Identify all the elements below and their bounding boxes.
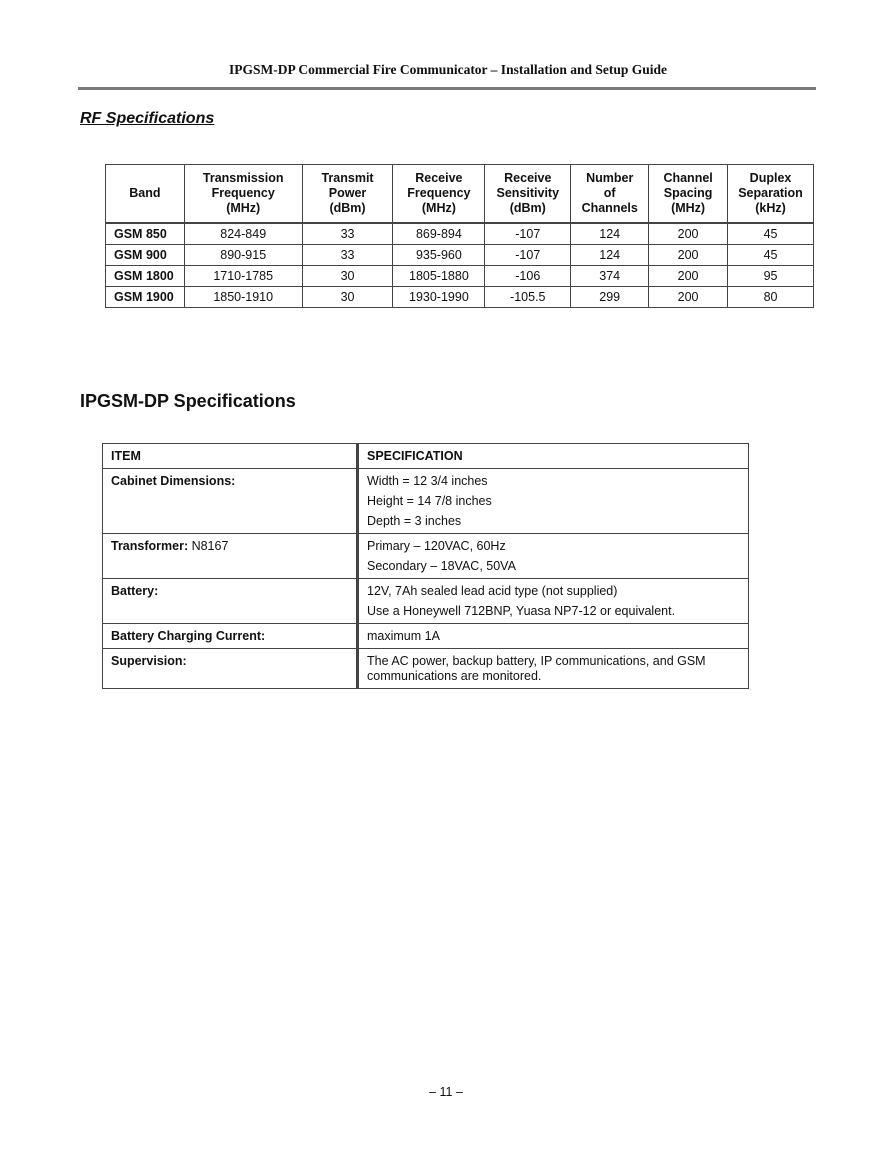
spec-value-cell [358, 534, 749, 579]
table-cell: 299 [571, 287, 649, 308]
page-number: – 11 – [429, 1085, 463, 1099]
spec-item-cell [103, 534, 358, 579]
rf-header-transmission-frequency: Transmission Frequency (MHz) [184, 165, 302, 224]
rf-table-row [106, 266, 814, 287]
table-cell: 890-915 [184, 245, 302, 266]
spec-table-row [103, 624, 749, 649]
table-cell: -105.5 [485, 287, 571, 308]
ipgsm-dp-specifications-table [102, 443, 749, 689]
band-cell: GSM 900 [106, 245, 185, 266]
table-cell: 80 [728, 287, 814, 308]
page-header: IPGSM-DP Commercial Fire Communicator – Installation and Setup Guide [228, 62, 667, 77]
rf-table-row [106, 223, 814, 245]
spec-table-row [103, 579, 749, 624]
spec-value-line: The AC power, backup battery, IP communications, and GSM communications are monitored. [367, 654, 706, 683]
spec-table-row [103, 534, 749, 579]
table-cell: 33 [302, 245, 393, 266]
spec-table-header-row [103, 444, 749, 469]
spec-value-line: 12V, 7Ah sealed lead acid type (not supplied) [367, 584, 618, 598]
rf-header-band: Band [106, 165, 185, 224]
spec-value-line: Use a Honeywell 712BNP, Yuasa NP7-12 or equivalent. [367, 604, 676, 618]
rf-header-duplex-separation: Duplex Separation (kHz) [728, 165, 814, 224]
table-cell: 869-894 [393, 223, 485, 245]
spec-value-line: Primary – 120VAC, 60Hz [367, 539, 506, 553]
ipgsm-dp-specifications-title: IPGSM-DP Specifications [80, 391, 296, 411]
table-cell: 30 [302, 266, 393, 287]
table-cell: 1710-1785 [184, 266, 302, 287]
rf-header-receive-sensitivity: Receive Sensitivity (dBm) [485, 165, 571, 224]
table-cell: 124 [571, 245, 649, 266]
spec-value-cell [358, 649, 749, 689]
spec-item-label: Supervision: [111, 654, 187, 668]
band-cell: GSM 1800 [106, 266, 185, 287]
table-cell: 200 [649, 245, 728, 266]
band-cell: GSM 1900 [106, 287, 185, 308]
rf-table-row [106, 245, 814, 266]
table-cell: 45 [728, 245, 814, 266]
spec-value-cell [358, 624, 749, 649]
rf-specifications-title: RF Specifications [80, 110, 215, 127]
table-cell: -107 [485, 223, 571, 245]
spec-item-label: Transformer: [111, 539, 189, 553]
table-cell: 30 [302, 287, 393, 308]
table-cell: 824-849 [184, 223, 302, 245]
table-cell: 374 [571, 266, 649, 287]
rf-table-row [106, 287, 814, 308]
table-cell: 200 [649, 266, 728, 287]
spec-item-cell [103, 624, 358, 649]
spec-table-row [103, 469, 749, 534]
table-cell: 1850-1910 [184, 287, 302, 308]
rf-header-number-of-channels: Number of Channels [571, 165, 649, 224]
spec-header-item: ITEM [103, 444, 358, 469]
spec-table-row [103, 649, 749, 689]
band-cell: GSM 850 [106, 223, 185, 245]
spec-item-cell [103, 649, 358, 689]
rf-header-transmit-power: Transmit Power (dBm) [302, 165, 393, 224]
spec-value-line: maximum 1A [367, 629, 440, 643]
rf-header-channel-spacing: Channel Spacing (MHz) [649, 165, 728, 224]
spec-item-label: Cabinet Dimensions: [111, 474, 236, 488]
header-divider [78, 87, 816, 90]
spec-item-model: N8167 [188, 539, 229, 553]
spec-item-cell [103, 579, 358, 624]
spec-item-label: Battery: [111, 584, 159, 598]
table-cell: 935-960 [393, 245, 485, 266]
rf-header-receive-frequency: Receive Frequency (MHz) [393, 165, 485, 224]
table-cell: 1805-1880 [393, 266, 485, 287]
table-cell: 45 [728, 223, 814, 245]
spec-value-line: Width = 12 3/4 inches [367, 474, 488, 488]
rf-specifications-table [105, 164, 814, 308]
spec-value-line: Depth = 3 inches [367, 514, 462, 528]
table-cell: 200 [649, 223, 728, 245]
table-cell: -106 [485, 266, 571, 287]
table-cell: 95 [728, 266, 814, 287]
spec-value-line: Height = 14 7/8 inches [367, 494, 492, 508]
spec-header-specification: SPECIFICATION [358, 444, 749, 469]
spec-value-line: Secondary – 18VAC, 50VA [367, 559, 516, 573]
table-cell: -107 [485, 245, 571, 266]
table-cell: 200 [649, 287, 728, 308]
table-cell: 33 [302, 223, 393, 245]
spec-item-cell [103, 469, 358, 534]
table-cell: 124 [571, 223, 649, 245]
spec-item-label: Battery Charging Current: [111, 629, 266, 643]
spec-value-cell [358, 579, 749, 624]
table-cell: 1930-1990 [393, 287, 485, 308]
spec-value-cell [358, 469, 749, 534]
rf-table-header-row [106, 165, 814, 224]
